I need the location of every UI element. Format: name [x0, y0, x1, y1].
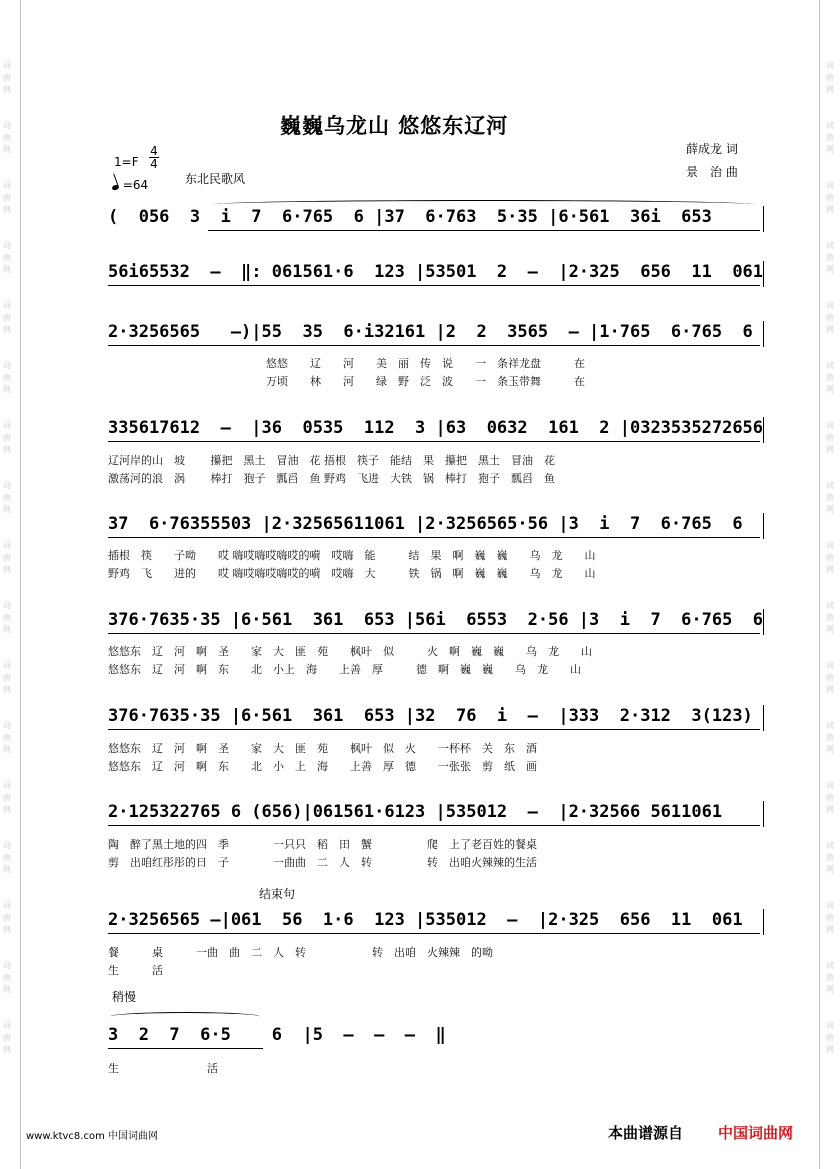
- notation-line-8: 2·125322765 6 (656)|061561·6123 |535012 – |2·32566 5611061: [108, 802, 723, 822]
- style-marking: 东北民歌风: [185, 172, 246, 186]
- barline-end-7: [763, 705, 764, 731]
- barline-end-2: [763, 261, 764, 287]
- beam-line-7: [108, 729, 760, 730]
- beam-line-6: [108, 633, 760, 634]
- lyric-line-3-verse-2: 万顷 林 河 绿 野 泛 波 一 条玉带舞 在: [266, 375, 585, 388]
- lyric-line-9-verse-2: 生 活: [108, 964, 163, 977]
- lyric-line-5-verse-2: 野鸡 飞 进的 哎 嗨哎嗨哎嗨哎的嗬 哎嗨 大 铁 锅 啊 巍 巍 乌 龙 山: [108, 567, 596, 580]
- barline-end-1: [763, 206, 764, 232]
- barline-end-3: [763, 321, 764, 347]
- notation-line-10: 3 2 7 6·5 6 |5 – – – ‖: [108, 1025, 446, 1045]
- beam-line-3: [108, 345, 760, 346]
- footer-brand: 中国词曲网: [718, 1124, 794, 1142]
- lyric-line-4-verse-2: 激荡河的浪 涡 棒打 狍子 瓢舀 鱼 野鸡 飞进 大铁 锅 棒打 狍子 瓢舀 鱼: [108, 472, 555, 485]
- barline-end-5: [763, 513, 764, 539]
- composer-credit: 景 治 曲: [686, 165, 738, 179]
- notation-line-4: 335617612 – |36 0535 112 3 |63 0632 161 2 |0323535272656: [108, 418, 764, 438]
- lyric-line-6-verse-1: 悠悠东 辽 河 啊 圣 家 大 匪 苑 枫叶 似 火 啊 巍 巍 乌 龙 山: [108, 645, 592, 658]
- notation-line-7: 376·7635·35 |6·561 361 653 |32 76 i – |333 2·312 3(123): [108, 706, 753, 726]
- tempo-mark: [112, 178, 148, 192]
- page-margin-right: [819, 0, 820, 1169]
- lyricist-credit: 薛成龙 词: [686, 142, 738, 156]
- footer-site: www.ktvc8.com 中国词曲网: [26, 1131, 159, 1142]
- beam-line-10: [108, 1048, 263, 1049]
- beam-line-5: [108, 537, 760, 538]
- slur-line-10: [110, 1012, 260, 1021]
- barline-end-9: [763, 909, 764, 935]
- beam-line-9: [108, 933, 760, 934]
- lyric-line-8-verse-1: 陶 醉了黑土地的四 季 一只只 稻 田 蟹 爬 上了老百姓的餐桌: [108, 838, 537, 851]
- time-bottom: 4: [150, 157, 158, 171]
- watermark-left: 词曲网 词曲网 词曲网 词曲网 词曲网 词曲网 词曲网 词曲网 词曲网 词曲网 词曲网 词曲网 词曲网 词曲网 词曲网 词曲网 词曲网: [3, 61, 11, 1054]
- lyric-line-4-verse-1: 辽河岸的山 坡 攥把 黑土 冒油 花 捂根 筷子 能结 果 攥把 黑土 冒油 花: [108, 454, 555, 467]
- notation-line-3: 2·3256565 –)|55 35 6·i32161 |2 2 3565 – |1·765 6·765 6: [108, 322, 753, 342]
- page-margin-left: [20, 0, 21, 1169]
- notation-line-6: 376·7635·35 |6·561 361 653 |56i 6553 2·56 |3 i 7 6·765 6: [108, 610, 764, 630]
- slur-line-1: [214, 200, 754, 209]
- end-phrase-label: 结束句: [259, 887, 296, 901]
- time-top: 4: [150, 144, 158, 158]
- footer-source-label: 本曲谱源自: [608, 1124, 684, 1142]
- notation-line-1: ( 056 3 i 7 6·765 6 |37 6·763 5·35 |6·561 36i 653: [108, 207, 712, 227]
- notation-line-5: 37 6·76355503 |2·32565611061 |2·3256565·56 |3 i 7 6·765 6: [108, 514, 743, 534]
- time-signature: [149, 145, 159, 170]
- beam-line-2: [108, 285, 760, 286]
- lyric-line-3-verse-1: 悠悠 辽 河 美 丽 传 说 一 条祥龙盘 在: [266, 357, 585, 370]
- beam-line-1: [208, 230, 760, 231]
- beam-line-4: [108, 441, 760, 442]
- barline-end-6: [763, 609, 764, 635]
- lyric-line-10-verse-1: 生 活: [108, 1062, 218, 1075]
- tempo-value: =64: [122, 178, 149, 192]
- watermark-right: 词曲网 词曲网 词曲网 词曲网 词曲网 词曲网 词曲网 词曲网 词曲网 词曲网 词曲网 词曲网 词曲网 词曲网 词曲网 词曲网 词曲网: [826, 61, 834, 1054]
- lyric-line-7-verse-1: 悠悠东 辽 河 啊 圣 家 大 匪 苑 枫叶 似 火 一杯杯 关 东 酒: [108, 742, 537, 755]
- lyric-line-8-verse-2: 剪 出咱红彤彤的日 子 一曲曲 二 人 转 转 出咱火辣辣的生活: [108, 856, 537, 869]
- notation-line-2: 56i65532 – ‖: 061561·6 123 |53501 2 – |2·325 656 11 061: [108, 262, 764, 282]
- lyric-line-5-verse-1: 插根 筷 子呦 哎 嗨哎嗨哎嗨哎的嗬 哎嗨 能 结 果 啊 巍 巍 乌 龙 山: [108, 549, 596, 562]
- barline-end-4: [763, 417, 764, 443]
- lyric-line-6-verse-2: 悠悠东 辽 河 啊 东 北 小上 海 上善 厚 德 啊 巍 巍 乌 龙 山: [108, 663, 581, 676]
- slow-label: 稍慢: [112, 990, 137, 1004]
- lyric-line-7-verse-2: 悠悠东 辽 河 啊 东 北 小 上 海 上善 厚 德 一张张 剪 纸 画: [108, 760, 537, 773]
- notation-line-9: 2·3256565 –|061 56 1·6 123 |535012 – |2·325 656 11 061: [108, 910, 743, 930]
- quarter-note-icon: [111, 184, 119, 191]
- song-title: 巍巍乌龙山 悠悠东辽河: [280, 113, 509, 138]
- lyric-line-9-verse-1: 餐 桌 一曲 曲 二 人 转 转 出咱 火辣辣 的呦: [108, 946, 493, 959]
- key-signature: 1=F: [114, 155, 139, 169]
- beam-line-8: [108, 825, 760, 826]
- barline-end-8: [763, 801, 764, 827]
